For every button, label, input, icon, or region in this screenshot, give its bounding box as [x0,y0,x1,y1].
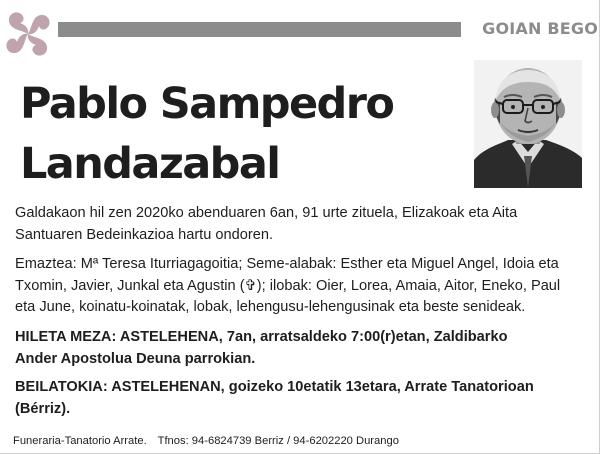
funeral-mass-paragraph [15,327,590,370]
family-line: eta June, koinatu-koinatak, lobak, lehengusu-lehengusinak eta beste senideak. [15,299,526,315]
header-rule [58,22,461,37]
deceased-name-second-line: Landazabal [20,139,280,189]
death-notice-line: Galdakaon hil zen 2020ko abenduaren 6an, 91 urte zituela, Elizakoak eta Aita [15,205,518,221]
wake-line: (Bérriz). [15,400,71,417]
deceased-name-first-line: Pablo Sampedro [20,79,394,129]
footer [13,434,573,448]
deceased-portrait-photo [474,60,582,188]
family-line: Emaztea: Mª Teresa Iturriagagoitia; Seme-alabak: Esther eta Miguel Angel, Idoia eta [15,256,559,272]
funeral-home-name: Funeraria-Tanatorio Arrate. [13,435,147,447]
death-notice-line: Santuaren Bedeinkazioa hartu ondoren. [15,226,274,243]
funeral-home-phones: Tfnos: 94-6824739 Berriz / 94-6202220 Durango [157,435,399,447]
lauburu-icon [2,8,54,60]
family-paragraph [15,254,590,319]
wake-line: BEILATOKIA: ASTELEHENAN, goizeko 10etatik 13etara, Arrate Tanatorioan [15,379,534,395]
header-label: GOIAN BEGO [482,19,598,38]
family-line: Txomin, Javier, Junkal eta Agustin (✞); ilobak: Oier, Lorea, Amaia, Aitor, Eneko, Paul [15,277,561,294]
funeral-line: HILETA MEZA: ASTELEHENA, 7an, arratsaldeko 7:00(r)etan, Zaldibarko [15,329,508,345]
funeral-line: Ander Apostolua Deuna parrokian. [15,350,256,367]
wake-paragraph [15,377,590,420]
death-notice-paragraph [15,203,590,246]
